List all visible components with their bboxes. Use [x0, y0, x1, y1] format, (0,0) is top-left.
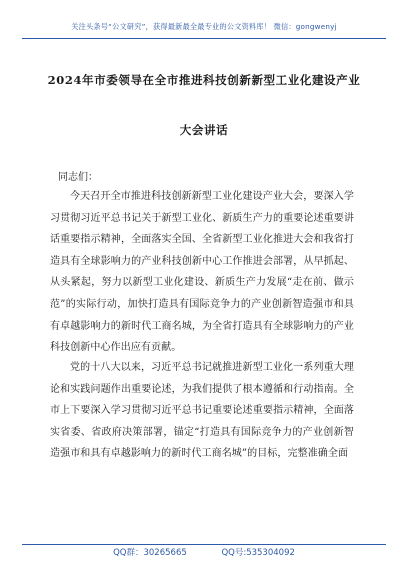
document-title-line1: 2024年市委领导在全市推进科技创新新型工业化建设产业 [47, 73, 361, 87]
header-banner: 关注头条号“公文研究”，获得最新最全最专业的公文资料库！ 微信：gongwenyj [71, 22, 337, 31]
footer [0, 546, 408, 558]
body-paragraph-2: 党的十八大以来，习近平总书记就推进新型工业化一系列重大理论和实践问题作出重要论述，为我们提供了根本遵循和行动指南。全市上下要深入学习贯彻习近平总书记重要论述重要指示精神，全面落实省委、省政府决策部署，锚定“打造具有国际竞争力的产业创新智造强市和具有卓越影响力的新时代工商名城”的目标，完整准确全面 [50, 362, 354, 460]
document-title-line2: 大会讲话 [179, 123, 229, 137]
header-divider [22, 38, 386, 39]
footer-qq-group: QQ群：30265665 [113, 548, 187, 558]
footer-qq-number: QQ号:535304092 [221, 548, 295, 558]
footer-divider [22, 544, 386, 545]
salutation: 同志们： [58, 172, 98, 183]
body-paragraph-1: 今天召开全市推进科技创新新型工业化建设产业大会，要深入学习贯彻习近平总书记关于新型工业化、新质生产力的重要论述重要讲话重要指示精神，全面落实全国、全省新型工业化推进大会和我省打造具有全球影响力的产业科技创新中心工作推进会部署，从早抓起、从头紧起，努力以新型工业化建设、新质生产力发展“走在前、做示范”的实际行动，加快打造具有国际竞争力的产业创新智造强市和具有卓越影响力的新时代工商名城，为全省打造具有全球影响力的产业科技创新中心作出应有贡献。 [50, 191, 354, 354]
